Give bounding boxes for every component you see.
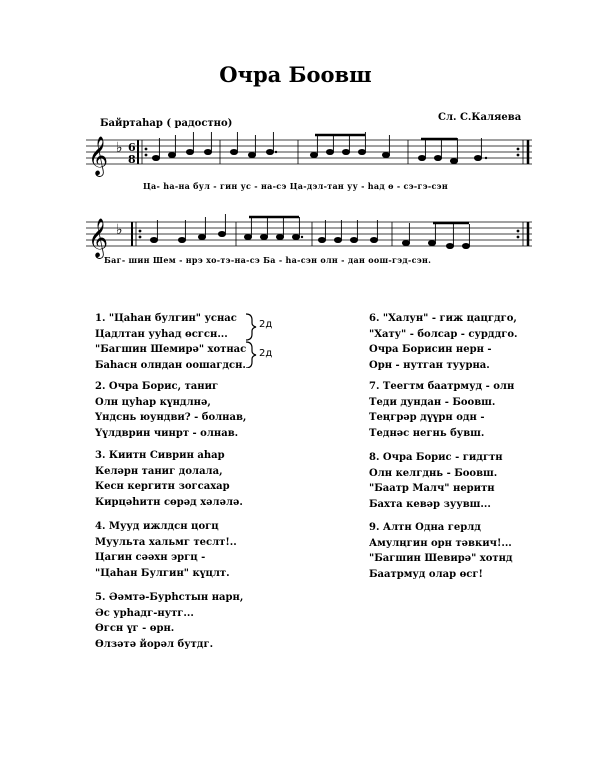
treble-clef-icon: 𝄞 xyxy=(88,136,109,176)
svg-text:8: 8 xyxy=(128,153,136,166)
verse-line: Цагин сәәхн эргц - xyxy=(95,552,206,563)
verse-line: Муульта хальмг теслт!.. xyxy=(95,536,237,548)
verse-line: Бахта кевәр зуувш... xyxy=(369,498,491,510)
lyrics-line-2: Баг- шин Шем - нрэ хо-тэ-на-сэ Ба - һа-сэн олн - дан оош-гэд-сэн. xyxy=(104,255,432,265)
verse-line: 8. Очра Борис - гидгтн xyxy=(369,452,503,463)
verse-line: 9. Алтн Одна герлд xyxy=(369,522,481,533)
verse-line: Орн - нутган туурна. xyxy=(369,359,490,371)
repeat-brace-icon xyxy=(244,312,258,368)
verse-line: Кирцәһитн сөрәд хәләлә. xyxy=(95,496,243,508)
svg-text:6: 6 xyxy=(128,141,136,154)
verse-line: "Багшин Шевирә" хотнд xyxy=(369,553,513,564)
verse-line: "Баатр Малч" неритн xyxy=(369,483,495,494)
verse-9 xyxy=(369,520,513,582)
verse-line: Әс урһадг-нутг... xyxy=(95,607,194,619)
verse-line: 7. Теегтм баатрмуд - олн xyxy=(369,381,515,392)
verse-line: Теди дундан - Боовш. xyxy=(369,396,496,408)
verse-line: Келәрн таниг долала, xyxy=(95,465,223,477)
verse-line: Теднәс негнь бувш. xyxy=(369,427,485,439)
verse-line: Олн келгднь - Боовш. xyxy=(369,467,498,479)
song-title: Очра Боовш xyxy=(219,62,372,87)
verse-line: 4. Мууд ижлдсн цогц xyxy=(95,521,219,532)
treble-clef-icon: 𝄞 xyxy=(88,218,109,258)
verse-4 xyxy=(95,519,237,581)
verse-line: Цадлтан ууһад өсгсн... xyxy=(95,328,228,340)
verse-line: Теңгрәр дүүрн одн - xyxy=(369,412,485,423)
verse-line: Баатрмуд олар өсг! xyxy=(369,568,483,580)
verse-line: Өлзәтә йорәл бутдг. xyxy=(95,638,214,650)
verse-6 xyxy=(369,311,518,373)
verse-2 xyxy=(95,379,246,441)
tempo-marking: Байртаһар ( радостно) xyxy=(100,118,233,129)
verse-line: Очра Борисин нерн - xyxy=(369,344,492,355)
repeat-label: 2д xyxy=(259,348,273,359)
verse-line: Амулңгин орн тәвкич!... xyxy=(369,537,512,549)
verse-line: Баһасн олндан оошагдсн. xyxy=(95,359,246,371)
verse-line: 1. "Цаһан булгин" уснас xyxy=(95,313,237,324)
verse-line: Кесн кергитн зогсахар xyxy=(95,481,230,492)
verse-7 xyxy=(369,379,514,441)
flat-icon: ♭ xyxy=(116,140,123,156)
verse-line: 2. Очра Борис, таниг xyxy=(95,381,219,392)
verse-line: Үүлдврин чинрт - олнав. xyxy=(95,427,239,439)
verse-line: Олн цуһар күндлнә, xyxy=(95,396,211,408)
flat-icon: ♭ xyxy=(116,222,123,238)
verse-8 xyxy=(369,450,503,512)
verse-line: "Цаһан Булгин" күцлт. xyxy=(95,567,230,579)
verse-line: 3. Киитн Сиврин аһар xyxy=(95,450,225,461)
lyricist-credit: Сл. С.Каляева xyxy=(438,112,522,123)
verse-line: 6. "Халун" - гиж цацгдго, xyxy=(369,313,517,324)
verse-line: 5. Әәмтә-Бурһстын нарн, xyxy=(95,592,244,603)
verse-line: Үндснь юундви? - болнав, xyxy=(95,412,247,423)
verse-5 xyxy=(95,590,243,652)
repeat-label: 2д xyxy=(259,319,273,330)
verse-3 xyxy=(95,448,243,510)
music-staff-1 xyxy=(86,130,536,180)
lyrics-line-1: Ца- һа-на бул - гин ус - на-сэ Ца-дэл-тан уу - һад ө - сэ-гэ-сэн xyxy=(143,181,449,191)
verse-1 xyxy=(95,311,246,373)
verse-line: "Багшин Шемирә" хотнас xyxy=(95,344,247,355)
verse-line: Өгсн үг - өрн. xyxy=(95,623,175,634)
verse-line: "Хату" - болсар - сурддго. xyxy=(369,328,518,340)
